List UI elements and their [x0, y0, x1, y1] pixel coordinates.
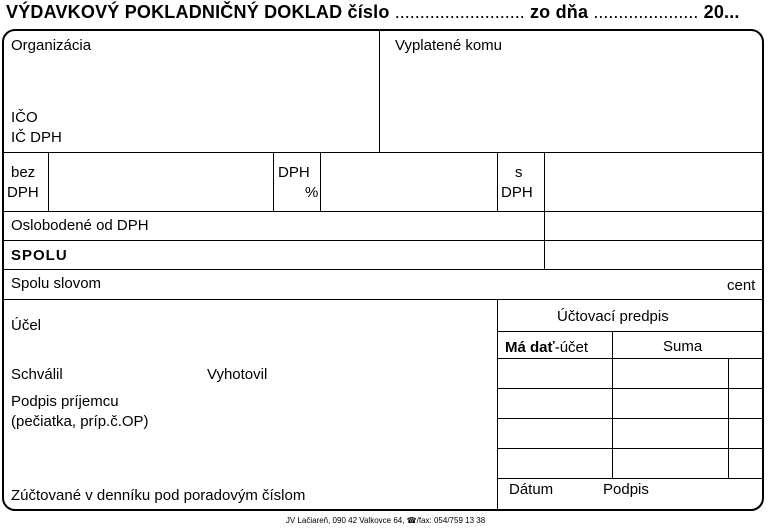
- divider: [379, 31, 380, 152]
- divider: [612, 331, 613, 478]
- document-header: [6, 2, 740, 23]
- podpis-prijemcu-label-line1: Podpis príjemcu: [11, 393, 119, 410]
- ucet-label: -účet: [554, 339, 589, 356]
- divider: [320, 152, 321, 211]
- zuctovane-label: Zúčtované v denníku pod poradovým číslom: [11, 487, 306, 504]
- divider: [497, 152, 498, 211]
- spolu-slovom-label: Spolu slovom: [11, 275, 102, 292]
- ma-dat-label: Má dať: [505, 339, 555, 356]
- divider: [497, 418, 763, 419]
- divider: [544, 152, 545, 269]
- podpis-prijemcu-label-line2: (pečiatka, príp.č.OP): [11, 413, 149, 430]
- divider: [497, 448, 763, 449]
- s-dph-label-line2: DPH: [501, 184, 533, 201]
- divider: [497, 388, 763, 389]
- divider: [497, 299, 498, 509]
- schvalil-label: Schválil: [11, 366, 63, 383]
- divider: [48, 152, 49, 211]
- document-title: VÝDAVKOVÝ POKLADNIČNÝ DOKLAD: [6, 2, 343, 22]
- dph-percent-label-line2: %: [305, 184, 319, 201]
- spolu-label: SPOLU: [11, 247, 68, 264]
- divider: [497, 478, 763, 479]
- form-frame: [2, 29, 764, 511]
- divider: [3, 152, 763, 153]
- cent-label: cent: [727, 277, 756, 294]
- divider: [273, 152, 274, 211]
- oslobodene-label: Oslobodené od DPH: [11, 217, 149, 234]
- bez-dph-label-line2: DPH: [7, 184, 39, 201]
- divider: [3, 269, 763, 270]
- divider: [3, 211, 763, 212]
- cislo-label: číslo: [347, 2, 390, 22]
- divider: [3, 299, 763, 300]
- uctovaci-predpis-title: Účtovací predpis: [557, 308, 669, 325]
- printer-footer: JV Lačiareň, 090 42 Valkovce 64, ☎/fax: 054/759 13 38: [285, 516, 486, 525]
- cislo-field[interactable]: ..........................: [394, 2, 525, 22]
- divider: [3, 240, 763, 241]
- bez-dph-label-line1: bez: [11, 164, 36, 181]
- ucel-label: Účel: [11, 317, 42, 334]
- ma-dat-ucet-header: [505, 339, 588, 357]
- ic-dph-label: IČ DPH: [11, 129, 62, 146]
- divider: [497, 358, 763, 359]
- divider: [728, 358, 729, 478]
- organizacia-label: Organizácia: [11, 37, 92, 54]
- divider: [497, 331, 763, 332]
- vyhotovil-label: Vyhotovil: [207, 366, 268, 383]
- zo-dna-label: zo dňa: [529, 2, 589, 22]
- year-field[interactable]: 20...: [703, 2, 740, 22]
- suma-header: Suma: [663, 338, 703, 355]
- vyplatene-komu-label: Vyplatené komu: [395, 37, 503, 54]
- s-dph-label-line1: s: [515, 164, 523, 181]
- zo-dna-field[interactable]: .....................: [593, 2, 699, 22]
- datum-label: Dátum: [509, 481, 554, 498]
- dph-percent-label-line1: DPH: [278, 164, 310, 181]
- podpis-label: Podpis: [603, 481, 649, 498]
- ico-label: IČO: [11, 109, 38, 126]
